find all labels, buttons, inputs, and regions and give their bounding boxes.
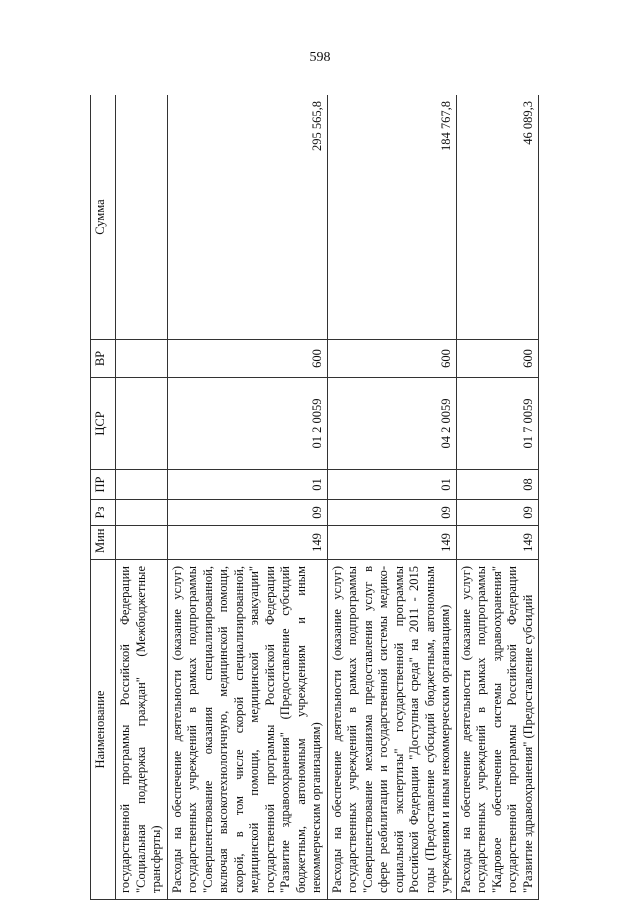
row-vr: 600	[327, 340, 456, 378]
table-header-row	[91, 95, 116, 900]
row-vr: 600	[167, 340, 327, 378]
row-csr: 01 2 0059	[167, 378, 327, 470]
row-name: Расходы на обеспечение деятельности (оказание услуг) государственных учреждений в рамках подпрограммы "Совершенствование оказания специализированной, включая высокотехнологичную, медицинской помощи, скорой, в том числе скорой специализированной, медицинской помощи, медицинской эвакуации" государственной программы Российской Федерации "Развитие здравоохранения" (Предоставление субсидий бюджетным, автономным учреждениям и иным некоммерческим организациям)	[167, 560, 327, 900]
row-min: 149	[167, 526, 327, 560]
header-vr: ВР	[91, 340, 116, 378]
row-sum: 46 089,3	[456, 95, 539, 340]
row-sum	[116, 95, 168, 340]
row-pr: 01	[327, 470, 456, 500]
row-rz: 09	[167, 500, 327, 526]
table-row	[167, 95, 327, 900]
table-row	[116, 95, 168, 900]
rotated-page-content	[90, 95, 602, 900]
row-min	[116, 526, 168, 560]
row-vr: 600	[456, 340, 539, 378]
row-vr	[116, 340, 168, 378]
row-rz	[116, 500, 168, 526]
header-min: Мин	[91, 526, 116, 560]
row-min: 149	[327, 526, 456, 560]
row-csr: 04 2 0059	[327, 378, 456, 470]
row-name: Расходы на обеспечение деятельности (оказание услуг) государственных учреждений в рамках подпрограммы "Совершенствование механизма предоставления услуг в сфере реабилитации и государственной системы медико-социальной экспертизы" государственной программы Российской Федерации "Доступная среда" на 2011 - 2015 годы (Предоставление субсидий бюджетным, автономным учреждениям и иным некоммерческим организациям)	[327, 560, 456, 900]
page-number: 598	[309, 50, 331, 65]
row-rz: 09	[456, 500, 539, 526]
table-row	[456, 95, 539, 900]
header-pr: ПР	[91, 470, 116, 500]
row-pr: 08	[456, 470, 539, 500]
budget-table-container	[90, 95, 602, 900]
header-sum: Сумма	[91, 95, 116, 340]
row-csr	[116, 378, 168, 470]
row-pr	[116, 470, 168, 500]
row-rz: 09	[327, 500, 456, 526]
row-pr: 01	[167, 470, 327, 500]
header-csr: ЦСР	[91, 378, 116, 470]
row-name: Расходы на обеспечение деятельности (оказание услуг) государственных учреждений в рамках подпрограммы "Кадровое обеспечение системы здравоохранения" государственной программы Российской Федерации "Развитие здравоохранения" (Предоставление субсидий	[456, 560, 539, 900]
row-min: 149	[456, 526, 539, 560]
header-name: Наименование	[91, 560, 116, 900]
row-sum: 184 767,8	[327, 95, 456, 340]
row-csr: 01 7 0059	[456, 378, 539, 470]
row-name: государственной программы Российской Федерации "Социальная поддержка граждан" (Межбюджетные трансферты)	[116, 560, 168, 900]
table-row	[327, 95, 456, 900]
header-rz: Рз	[91, 500, 116, 526]
row-sum: 295 565,8	[167, 95, 327, 340]
budget-table	[90, 95, 539, 900]
